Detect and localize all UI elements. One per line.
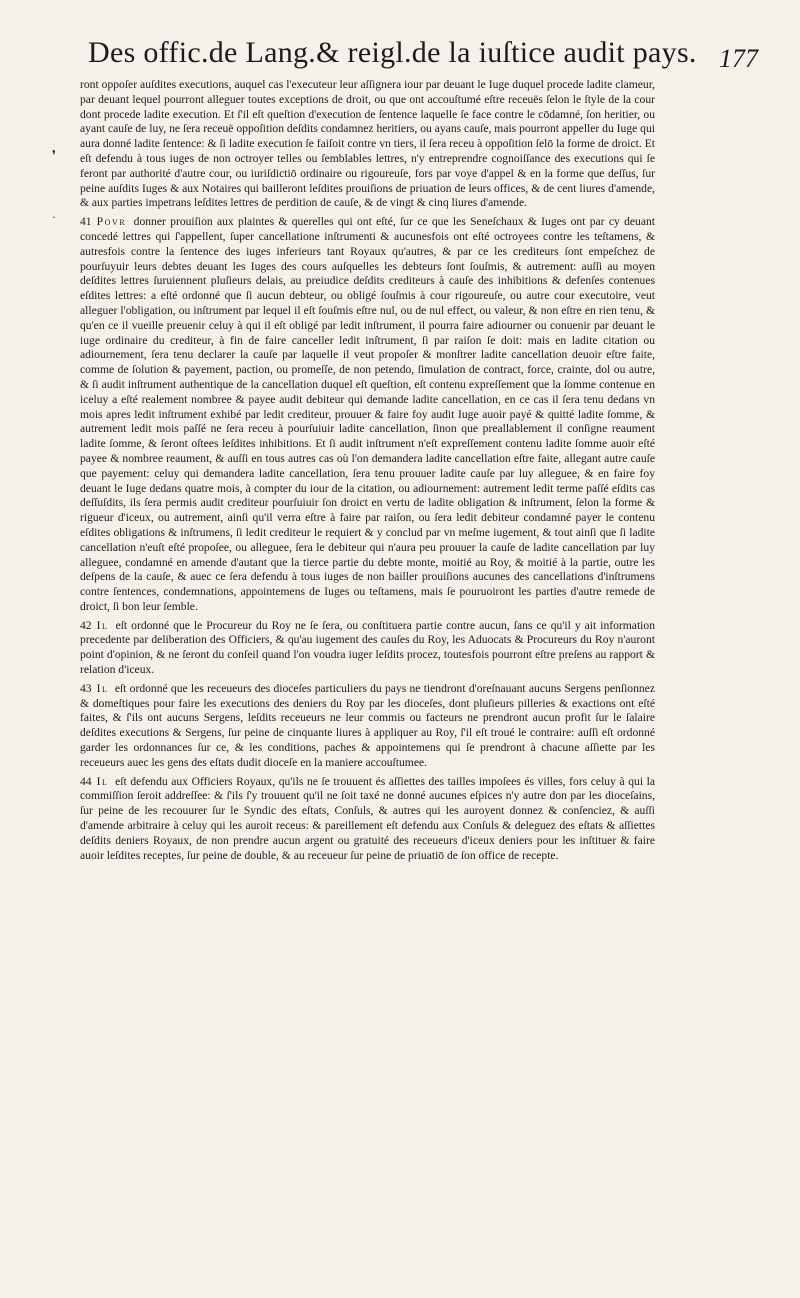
article-44 — [80, 775, 655, 864]
article-lead: Il — [96, 774, 109, 788]
article-lead: Il — [96, 681, 109, 695]
article-41 — [80, 215, 655, 615]
article-42 — [80, 619, 655, 678]
article-lead: Povr — [96, 215, 127, 229]
body-text — [80, 78, 655, 867]
running-head — [88, 36, 758, 80]
article-43 — [80, 682, 655, 771]
paragraph-text: eſt ordonné que les receueurs des dioceſes particuliers du pays ne tiendront d'oreſnauant aucuns Sergens penſionnez & domeſtiques pour faire les executions des deniers du Roy par les dioceſes, dont pluſieurs pilleries & exactions ont eſté faites, & ſ'ils ont aucuns Sergens, leſdits receueurs ne leur commis ou facteurs ne prendront aucun profit ſur le ſalaire deſdites executions & Sergens, ſur peine de cinquante liures à appliquer au Roy, ſ'il eſt troué le contraire: auſſi eſt ordonné garder les ordonnances ſur ce, & les conditions, paches & appointemens qui ſe prendront à chacune aſſiette par les receueurs auec les gens des eſtats dudit dioceſe en la maniere accouſtumee. — [80, 681, 655, 769]
paragraph-continuation — [80, 78, 655, 211]
margin-mark: · — [52, 210, 56, 224]
margin-mark: ❜ — [52, 148, 56, 162]
paragraph-text: donner prouiſion aux plaintes & querelles qui ont eſté, ſur ce que les Seneſchaux & Iuges ont par cy deuant concedé lettres qui ſ'appellent, ſuper cancellatione inſtrumenti & aucunesfois ont eſté octroyees contre les teſtamens, & autresfois contre la ſentence des iuges inferieurs tant Royaux qu'autres, & par ce les crediteurs ſont empeſchez de pourſuyuir leurs debtes deuant les Iuges des cours auſquelles les debteurs ſont ſouſmis, & autrement: auſſi au moyen deſdites lettres ſuruiennent pluſieurs delais, au preiudice deſdits crediteurs à cauſe des inhibitions & defenſes contenues eſdites lettres: a eſté ordonné que ſi aucun debteur, ou obligé ſouſmis à cour rigoureuſe, ou autre cour executoire, veut alleguer l'obligation, ou inſtrument par lequel il eſt ſouſmis eſtre nul, ou de nul effect, ou valeur, & non eſtre en rien tenu, & qu'en ce il vueille preuenir celuy à qui il eſt obligé par ledit inſtrument, il pourra faire adiourner ou conuenir par deuant le iuge ordinaire du crediteur, à fin de faire canceller ledit inſtrument, ſi par raiſon ſe doit: mais en ladite citation ou adiournement, ſera tenu declarer la cauſe par laquelle il veut propoſer & monſtrer ladite cancellation deuoir eſtre faite, comme de ſolution & payement, paction, ou promeſſe, de non petendo, ſimulation de contract, force, crainte, dol ou autre, & ſi audit inſtrument authentique de la cancellation duquel eſt queſtion, eſt contenu expreſſement que la ſomme contenue en iceluy a eſté realement nombree & payee audit debiteur qui demande ladite cancellation, en ce cas il ſera tenu dedans vn mois apres ledit inſtrument exhibé par ledit crediteur, prouuer & faire foy audit Iuge auoir payé & quitté ladite ſomme, & autrement ledit mois paſſé ne ſera receu à pourſuiuir ladite cancellation, ſinon que preallablement il conſigne reaument ladite ſomme, & ſeront oſtees leſdites inhibitions. Et ſi audit inſtrument n'eſt expreſſement contenu ladite ſomme auoir eſté payee & nombree reaument, & auſſi en tous autres cas où l'on demandera ladite cancellation eſtre faite, allegant autre cauſe que payement: celuy qui demandera ladite cancellation, ſera tenu prouuer ladite cauſe par luy alleguee, & en faire foy deuant le Iuge dedans quatre mois, à compter du iour de la citation, ou adiournement: autrement ledit terme paſſé eſdits cas deſſuſdits, ils ſera permis audit crediteur pourſuiuir ſon droict en vertu de ladite obligation & inſtrument, ſelon la forme & rigueur d'iceux, ou autrement, ainſi qu'il verra eſtre à faire par raiſon, ou ſera ledit debiteur condamné payer le contenu eſdites obligations & inſtrumens, ſi ledit crediteur le requiert & y conclud par vn meſme iugement, & tout ainſi que ſi ladite cancellation n'euſt eſté propoſee, ou alleguee, ſera le debiteur qui n'aura peu prouuer la cauſe de ladite cancellation par luy alleguee, condamné en amende d'autant que la tierce partie du debte monte, moitié au Roy, & moitié à la partie, outre les deſpens de la cauſe, & auec ce ſera defendu à tous iuges de non bailler prouiſions aucunes des cancellations d'inſtrumens contre ſentences, condemnations, appointemens de Iuges ou teſtamens, mais ſe pouruoiront les parties d'autre remede de droict, ſi bon leur ſemble. — [80, 215, 655, 613]
paragraph-text: eſt defendu aux Officiers Royaux, qu'ils ne ſe trouuent és aſſiettes des tailles impoſees és villes, fors celuy à qui la commiſſion ſeroit addreſſee: & ſ'ils ſ'y trouuent qu'il ne ſoit taxé ne donné aucunes eſpices n'y autre don par les dioceſains, ſur peine de les recouurer ſur le Syndic des eſtats, Conſuls, & autres qui les auroyent donnez & conſenciez, & auſſi d'amende arbitraire à celuy qui les auroit receus: & pareillement eſt defendu aux Conſuls & deleguez des eſtats & aſſiettes deſdits deniers Royaux, de non prendre aucun argent ou gratuité des receueurs d'iceux deniers pour les inſtituer & faire auoir leſdites receptes, ſur peine de double, & au receueur ſur peine de priuatiō de ſon office de recepte. — [80, 774, 655, 862]
page-number: 177 — [719, 44, 758, 73]
paragraph-text: ront oppoſer auſdites executions, auquel cas l'executeur leur aſſignera iour par deuant le Iuge duquel procede ladite clameur, par deuant lequel pourront alleguer toutes exceptions de droit, ou que ont accouſtumé eſtre receuës ſelon le ſtyle de la cour dont procede ladite execution. Et ſ'il eſt queſtion d'execution de ſentence laquelle ſe face contre le cōdamné, ſon heritier, ou ayant cauſe de luy, ne ſera receuë oppoſition deſdits condamnez heritiers, ou ayans cauſe, mais pourront appeller du Iuge qui aura donné ladite ſentence: & ſi ladite execution ſe faiſoit contre vn tiers, il ſera receu à oppoſition ſelō la forme de droict. Et eſt defendu à tous iuges de non octroyer telles ou ſemblables lettres, n'y entreprendre cognoiſſance des executions qui ſe feront par authorité d'autre cour, ou iuriſdictiō ordinaire ou rigoureuſe, fors par voye d'appel & en la forme que deſſus, ſur peine auſdits Iuges & aux Notaires qui bailleront leſdites prouiſions de priuation de leurs offices, & de cent liures d'amende, & aux parties impetrans leſdites lettres de perdition de cauſe, & de vingt & cinq liures d'amende. — [80, 78, 655, 210]
article-lead: Il — [96, 618, 109, 632]
article-number: 42 — [80, 618, 92, 632]
running-title: Des offic.de Lang.& reigl.de la iuſtice audit pays. — [88, 36, 697, 69]
article-number: 44 — [80, 774, 92, 788]
article-number: 41 — [80, 215, 92, 229]
article-number: 43 — [80, 681, 92, 695]
paragraph-text: eſt ordonné que le Procureur du Roy ne ſe ſera, ou conſtituera partie contre aucun, ſans ce qu'il y ait information precedente par deliberation des Officiers, & qu'au iugement des cauſes du Roy, les Aduocats & Procureurs du Roy n'auront point d'opinion, & ne ſeront du conſeil quand l'on voudra iuger leſdits procez, toutesfois pourront eſtre preſens au rapport & relation d'iceux. — [80, 618, 655, 677]
